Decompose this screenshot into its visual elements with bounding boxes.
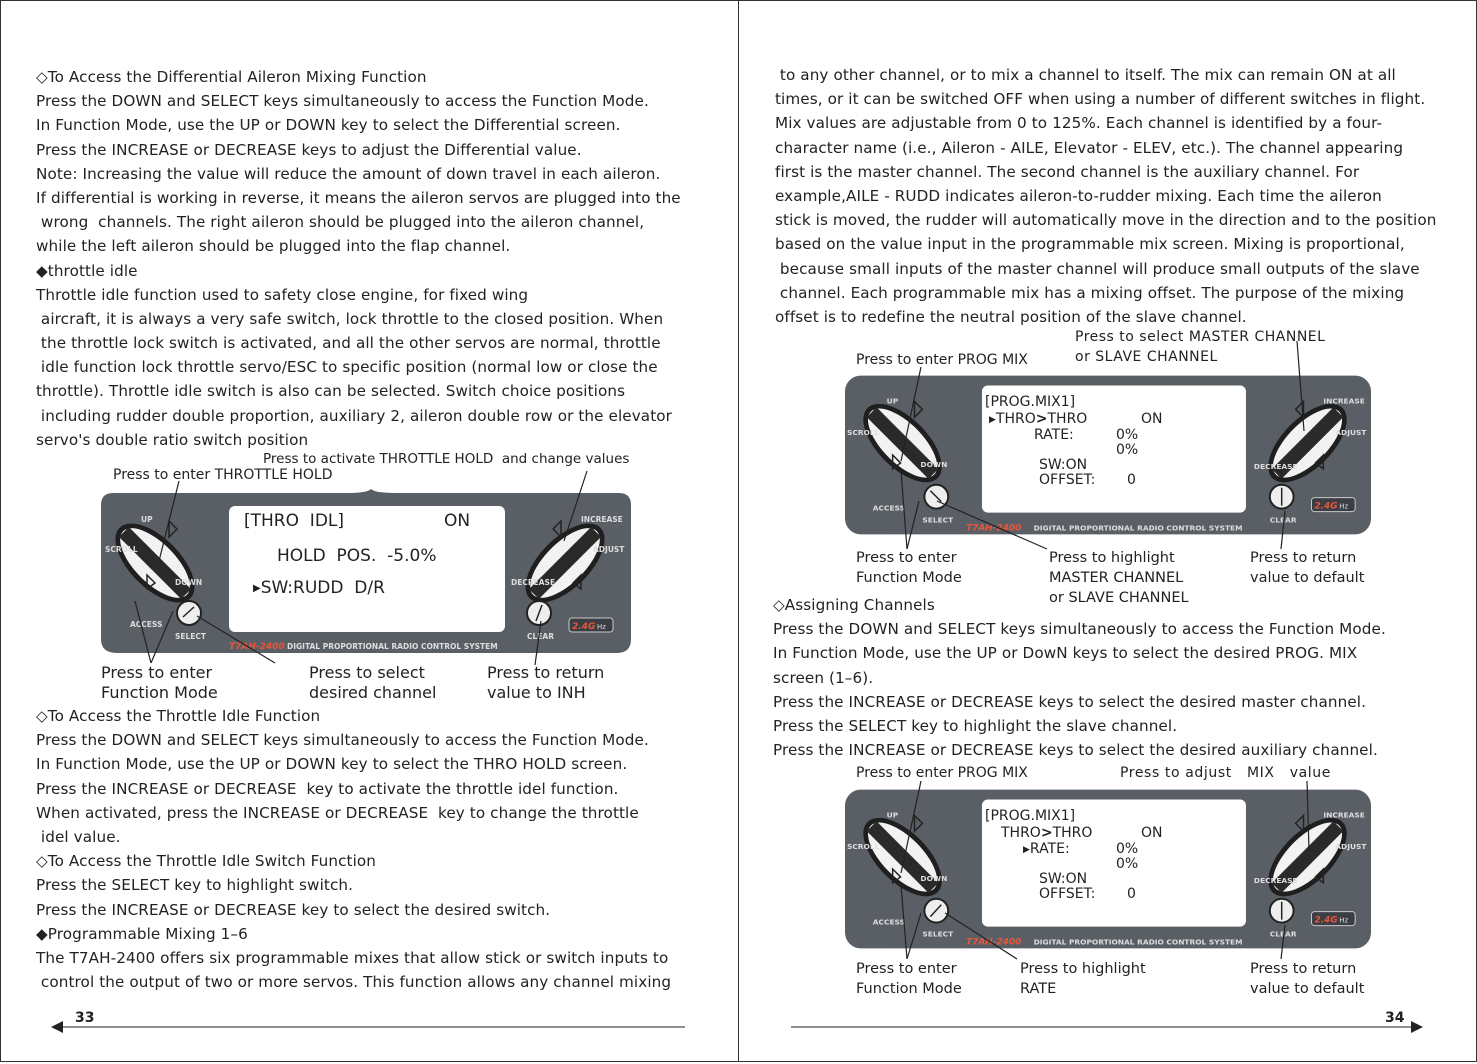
lcd2-rate	[1023, 841, 1070, 858]
freq-text-2: 2.4G	[1314, 915, 1338, 926]
label-enter-prog-mix-1: Press to enter PROG MIX	[856, 352, 1028, 368]
clear-label: CLEAR	[527, 632, 554, 641]
brand-text: DIGITAL PROPORTIONAL RADIO CONTROL SYSTEM	[287, 642, 498, 651]
transmitter-panel	[99, 489, 634, 657]
select-label-2: SELECT	[922, 929, 954, 939]
label-adjust-mix: Press to adjust MIX value	[1120, 765, 1331, 781]
adjust-label-1: ADJUST	[1335, 428, 1367, 438]
lcd1-ch2: THRO	[1047, 411, 1088, 427]
text-line: based on the value input in the programmable mix screen. Mixing is proportional,	[775, 235, 1405, 254]
text-line: to any other channel, or to mix a channel to itself. The mix can remain ON at all	[775, 66, 1396, 84]
text-line: Press the SELECT key to highlight switch.	[36, 876, 354, 895]
text-line: screen (1–6).	[773, 668, 874, 687]
text-line: Press the SELECT key to highlight the slave channel.	[773, 716, 1178, 735]
text-line: channel. Each programmable mix has a mixing offset. The purpose of the mixing	[775, 283, 1405, 302]
clear-label-1: CLEAR	[1269, 515, 1297, 525]
brand-text-1: DIGITAL PROPORTIONAL RADIO CONTROL SYSTEM	[1033, 523, 1243, 533]
label-enter-prog-mix-2: Press to enter PROG MIX	[856, 765, 1028, 781]
model-logo-1: T7AH-2400	[966, 523, 1022, 534]
left-footer-rule	[51, 1017, 691, 1037]
text-line: including rudder double proportion, auxiliary 2, aileron double row or the elevator	[36, 406, 673, 425]
decrease-label-1: DECREASE	[1253, 461, 1298, 471]
lcd2-on: ON	[1141, 825, 1163, 841]
page-number-left: 33	[75, 1010, 95, 1026]
lcd2-channels	[1001, 825, 1092, 841]
label-activate-throttle-hold: Press to activate THROTTLE HOLD and change values	[263, 451, 630, 467]
down-label-1: DOWN	[920, 459, 948, 469]
text-line: Throttle idle function used to safety close engine, for fixed wing	[36, 285, 529, 304]
text-line: If differential is working in reverse, it means the aileron servos are plugged into the	[36, 188, 681, 207]
up-label-1: UP	[886, 396, 899, 406]
label-enter-function-mode-1: Press to enter Function Mode	[856, 550, 962, 586]
cursor-icon: ▶	[253, 583, 261, 594]
freq-text-1: 2.4G	[1314, 501, 1338, 512]
text-line: Press the DOWN and SELECT keys simultaneously to access the Function Mode.	[36, 731, 649, 750]
lcd2-rate-text: RATE:	[1029, 841, 1070, 857]
text-line: because small inputs of the master channel will produce small outputs of the slave	[775, 259, 1420, 278]
down-label: DOWN	[175, 578, 203, 587]
text-line: aircraft, it is always a very safe switch, lock throttle to the closed position. When	[36, 309, 664, 328]
adjust-label-2: ADJUST	[1335, 842, 1367, 852]
label-enter-function-mode-2: Press to enter Function Mode	[856, 961, 962, 997]
text-line: ◆throttle idle	[36, 261, 138, 280]
model-logo-2: T7AH-2400	[966, 937, 1022, 948]
label-highlight-master: Press to highlight MASTER CHANNEL or SLAVE CHANNEL	[1049, 550, 1189, 606]
lcd-thro-idl: [THRO IDL]	[244, 511, 345, 531]
up-label-2: UP	[886, 810, 899, 820]
text-line: throttle). Throttle idle switch is also can be selected. Switch choice positions	[36, 382, 626, 401]
page-number-right: 34	[1385, 1010, 1405, 1026]
text-line: In Function Mode, use the UP or DOWN key to select the THRO HOLD screen.	[36, 755, 628, 774]
freq-text: 2.4G	[572, 622, 596, 632]
hz-text-1: Hz	[1339, 502, 1349, 511]
up-label: UP	[141, 515, 153, 524]
select-label: SELECT	[175, 632, 207, 641]
text-line: Note: Increasing the value will reduce the amount of down travel in each aileron.	[36, 164, 661, 183]
decrease-label-2: DECREASE	[1253, 875, 1298, 885]
select-button[interactable]	[177, 601, 201, 625]
text-line: wrong channels. The right aileron should be plugged into the aileron channel,	[36, 213, 645, 232]
text-line: ◇Assigning Channels	[773, 596, 935, 614]
text-line: ◇To Access the Throttle Idle Switch Function	[36, 852, 377, 871]
increase-label: INCREASE	[581, 515, 623, 524]
select-label-1: SELECT	[922, 515, 954, 525]
model-logo: T7AH-2400	[229, 642, 285, 652]
label-enter-throttle-hold: Press to enter THROTTLE HOLD	[113, 467, 333, 483]
lcd1-sw: SW:ON	[1039, 457, 1088, 473]
right-text-mid	[773, 593, 1386, 762]
right-footer-rule	[789, 1017, 1429, 1037]
increase-label-2: INCREASE	[1323, 810, 1365, 820]
text-line: idel value.	[36, 827, 121, 846]
label-highlight-rate: Press to highlight RATE	[1020, 961, 1146, 997]
lcd-on: ON	[444, 511, 471, 531]
lcd1-offset: OFFSET:	[1039, 472, 1096, 488]
text-line: When activated, press the INCREASE or DECREASE key to change the throttle	[36, 803, 639, 822]
text-line: Press the INCREASE or DECREASE keys to select the desired master channel.	[773, 692, 1367, 711]
label-return-default-2: Press to return value to default	[1250, 961, 1365, 997]
text-line: the throttle lock switch is activated, and all the other servos are normal, throttle	[36, 334, 661, 353]
lcd1-offset-value: 0	[1127, 472, 1136, 488]
label-return-inh: Press to return value to INH	[487, 663, 605, 702]
lcd1-v1: 0%	[1116, 427, 1139, 443]
label-select-master: Press to select MASTER CHANNEL or SLAVE CHANNEL	[1075, 329, 1326, 365]
label-enter-function-mode: Press to enter Function Mode	[101, 663, 218, 702]
lcd1-title: [PROG.MIX1]	[985, 394, 1076, 410]
text-line: example,AILE - RUDD indicates aileron-to-rudder mixing. Each time the aileron	[775, 186, 1382, 205]
text-line: ◆Programmable Mixing 1–6	[36, 924, 248, 943]
text-line: Press the INCREASE or DECREASE key to select the desired switch.	[36, 900, 551, 919]
lcd2-sw: SW:ON	[1039, 871, 1088, 887]
lcd2-offset: OFFSET:	[1039, 886, 1096, 902]
lcd1-on: ON	[1141, 411, 1163, 427]
text-line: Mix values are adjustable from 0 to 125%. Each channel is identified by a four-	[775, 114, 1383, 133]
access-label-2: ACCESS	[872, 917, 905, 927]
lcd1-v2: 0%	[1116, 442, 1139, 458]
increase-label-1: INCREASE	[1323, 396, 1365, 406]
hz-text-2: Hz	[1339, 916, 1349, 925]
label-select-channel: Press to select desired channel	[309, 663, 437, 702]
scroll-label: SCROLL	[105, 545, 138, 554]
left-text-top	[36, 65, 681, 452]
lcd1-rate: RATE:	[1034, 427, 1074, 443]
lcd2-v2: 0%	[1116, 856, 1139, 872]
transmitter-2	[843, 785, 1374, 953]
text-line: servo's double ratio switch position	[36, 430, 309, 449]
text-line: stick is moved, the rudder will automatically move in the direction and to the position	[775, 211, 1437, 230]
text-line: Press the INCREASE or DECREASE keys to adjust the Differential value.	[36, 140, 582, 159]
transmitter-1	[843, 371, 1374, 539]
lcd2-ch1: THRO	[1001, 825, 1041, 841]
adjust-label: ADJUST	[593, 545, 625, 554]
lcd1-channels	[989, 411, 1087, 428]
clear-label-2: CLEAR	[1269, 929, 1297, 939]
left-page	[0, 0, 739, 1062]
text-line: Press the DOWN and SELECT keys simultaneously to access the Function Mode.	[36, 92, 649, 111]
text-line: character name (i.e., Aileron - AILE, Elevator - ELEV, etc.). The channel appearing	[775, 138, 1404, 157]
text-line: ◇To Access the Differential Aileron Mixing Function	[36, 68, 427, 86]
text-line: while the left aileron should be plugged into the flap channel.	[36, 237, 511, 256]
text-line: ◇To Access the Throttle Idle Function	[36, 707, 321, 725]
text-line: Press the INCREASE or DECREASE key to activate the throttle idel function.	[36, 779, 619, 798]
text-line: control the output of two or more servos. This function allows any channel mixing	[36, 973, 672, 992]
lcd-switch-text: SW:RUDD D/R	[260, 578, 385, 598]
cursor-icon-2: ▶	[1023, 845, 1030, 855]
lcd1-ch1: THRO	[995, 411, 1036, 427]
arrow-right-icon-1: >	[1035, 411, 1048, 427]
text-line: In Function Mode, use the UP or DowN keys to select the desired PROG. MIX	[773, 644, 1358, 663]
arrow-right-icon-2: >	[1040, 825, 1053, 841]
lcd-hold-pos: HOLD POS. -5.0%	[277, 546, 437, 566]
text-line: times, or it can be switched OFF when using a number of different switches in flight.	[775, 90, 1426, 109]
lcd2-title: [PROG.MIX1]	[985, 808, 1076, 824]
text-line: idle function lock throttle servo/ESC to specific position (normal low or close the	[36, 358, 658, 377]
lcd2-offset-value: 0	[1127, 886, 1136, 902]
access-label-1: ACCESS	[872, 503, 905, 513]
text-line: In Function Mode, use the UP or DOWN key to select the Differential screen.	[36, 116, 621, 135]
access-label: ACCESS	[130, 620, 163, 629]
text-line: The T7AH-2400 offers six programmable mixes that allow stick or switch inputs to	[36, 948, 669, 967]
lcd2-v1: 0%	[1116, 841, 1139, 857]
cursor-icon-1: ▶	[989, 415, 996, 425]
left-text-bottom	[36, 704, 671, 994]
right-page	[738, 0, 1477, 1062]
scroll-label-1: SCROLL	[846, 428, 880, 438]
right-text-top	[775, 63, 1436, 329]
brand-text-2: DIGITAL PROPORTIONAL RADIO CONTROL SYSTEM	[1033, 937, 1243, 947]
decrease-label: DECREASE	[511, 578, 556, 587]
lcd-switch	[253, 578, 385, 599]
scroll-label-2: SCROLL	[846, 842, 880, 852]
text-line: Press the INCREASE or DECREASE keys to select the desired auxiliary channel.	[773, 741, 1378, 760]
lcd2-ch2: THRO	[1052, 825, 1093, 841]
text-line: offset is to redefine the neutral position of the slave channel.	[775, 307, 1247, 326]
text-line: first is the master channel. The second channel is the auxiliary channel. For	[775, 162, 1360, 181]
hz-text: Hz	[597, 623, 606, 631]
label-return-default-1: Press to return value to default	[1250, 550, 1365, 586]
down-label-2: DOWN	[920, 873, 948, 883]
text-line: Press the DOWN and SELECT keys simultaneously to access the Function Mode.	[773, 620, 1386, 639]
